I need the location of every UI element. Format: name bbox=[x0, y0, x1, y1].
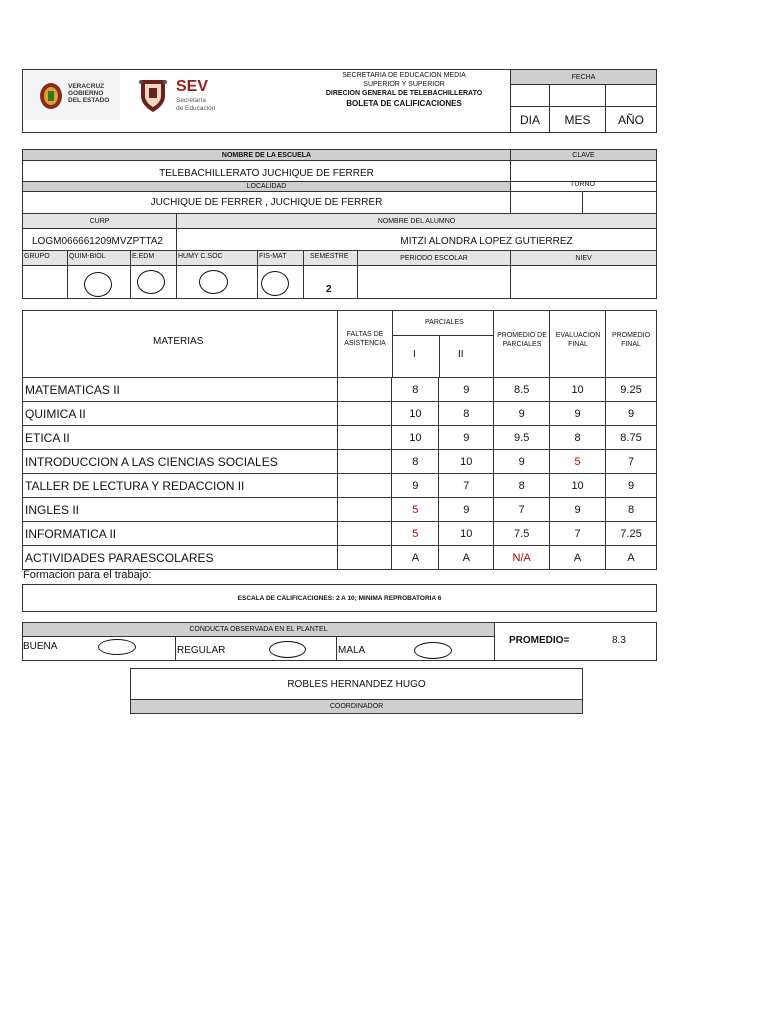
quim-biol-label: QUIM-BIOL bbox=[67, 250, 131, 266]
periodo-field[interactable] bbox=[357, 265, 511, 299]
turno-line bbox=[510, 191, 657, 192]
conducta-regular-label: REGULAR bbox=[177, 645, 226, 656]
grade-row bbox=[23, 546, 657, 570]
turno-divider bbox=[582, 192, 583, 214]
grade-row bbox=[23, 474, 657, 498]
grade-p1: 9 bbox=[392, 474, 439, 498]
grade-p2: 9 bbox=[439, 498, 494, 522]
parciales-divider bbox=[392, 335, 494, 336]
grade-final: 7 bbox=[606, 450, 657, 474]
nombre-alumno-value: MITZI ALONDRA LOPEZ GUTIERREZ bbox=[176, 228, 657, 251]
grade-p2: 9 bbox=[439, 378, 494, 402]
grade-eval: 10 bbox=[550, 474, 606, 498]
fecha-dia-label: DIA bbox=[510, 106, 550, 133]
escala-box bbox=[22, 584, 657, 612]
grade-p1: 8 bbox=[392, 450, 439, 474]
conducta-buena-option[interactable] bbox=[98, 639, 136, 655]
escala-text: ESCALA DE CALIFICACIONES: 2 A 10; MINIMA REPROBATORIA 6 bbox=[237, 594, 442, 602]
grade-prom: 7.5 bbox=[494, 522, 550, 546]
grades-body bbox=[23, 378, 657, 570]
grades-table bbox=[22, 377, 657, 570]
grade-p2: 10 bbox=[439, 450, 494, 474]
grade-eval: 5 bbox=[550, 450, 606, 474]
grade-final: 9.25 bbox=[606, 378, 657, 402]
grade-faltas[interactable] bbox=[337, 426, 392, 450]
veracruz-logo-text: VERACRUZ GOBIERNO DEL ESTADO bbox=[68, 83, 110, 104]
parcial-2-label: II bbox=[458, 349, 464, 360]
fis-mat-label: FIS-MAT bbox=[257, 250, 304, 266]
veracruz-logo bbox=[24, 70, 120, 120]
grade-eval: 10 bbox=[550, 378, 606, 402]
veracruz-shield-icon bbox=[38, 82, 64, 110]
localidad-value: JUCHIQUE DE FERRER , JUCHIQUE DE FERRER bbox=[22, 191, 511, 214]
grade-materia: INGLES II bbox=[23, 498, 338, 522]
promedio-value: 8.3 bbox=[612, 635, 626, 646]
grade-p2: 8 bbox=[439, 402, 494, 426]
materias-label: MATERIAS bbox=[153, 336, 204, 347]
hum-soc-option[interactable] bbox=[199, 270, 228, 294]
fecha-anio-field[interactable] bbox=[605, 84, 657, 107]
nombre-escuela-value: TELEBACHILLERATO JUCHIQUE DE FERRER bbox=[22, 160, 511, 182]
grade-materia: INFORMATICA II bbox=[23, 522, 338, 546]
quim-biol-option[interactable] bbox=[84, 272, 112, 297]
conducta-label: CONDUCTA OBSERVADA EN EL PLANTEL bbox=[23, 623, 494, 637]
grade-final: 8.75 bbox=[606, 426, 657, 450]
conducta-buena-label: BUENA bbox=[23, 641, 58, 652]
grade-faltas[interactable] bbox=[337, 522, 392, 546]
grade-faltas[interactable] bbox=[337, 402, 392, 426]
grade-prom: 9.5 bbox=[494, 426, 550, 450]
grade-p2: 9 bbox=[439, 426, 494, 450]
parciales-col-divider bbox=[439, 335, 440, 378]
niev-field[interactable] bbox=[510, 265, 657, 299]
grade-materia: ACTIVIDADES PARAESCOLARES bbox=[23, 546, 338, 570]
nombre-alumno-label: NOMBRE DEL ALUMNO bbox=[176, 213, 657, 229]
parciales-label: PARCIALES bbox=[425, 319, 464, 326]
conducta-mala-label: MALA bbox=[338, 645, 366, 656]
fecha-label: FECHA bbox=[510, 69, 657, 85]
sev-logo-title: SEV bbox=[176, 78, 209, 95]
grade-eval: 9 bbox=[550, 498, 606, 522]
conducta-divider-2 bbox=[336, 637, 337, 661]
grade-faltas[interactable] bbox=[337, 546, 392, 570]
eedm-option[interactable] bbox=[137, 270, 165, 294]
grade-prom: 8 bbox=[494, 474, 550, 498]
grade-final: 8 bbox=[606, 498, 657, 522]
grade-final: 7.25 bbox=[606, 522, 657, 546]
grade-eval: 8 bbox=[550, 426, 606, 450]
grade-row bbox=[23, 378, 657, 402]
localidad-label: LOCALIDAD bbox=[22, 181, 511, 192]
grade-p2: A bbox=[439, 546, 494, 570]
hum-soc-label: HUMY C.SOC bbox=[176, 250, 258, 266]
semestre-label: SEMESTRE bbox=[303, 250, 358, 266]
sev-logo bbox=[134, 72, 224, 120]
grade-prom: N/A bbox=[494, 546, 550, 570]
coordinator-name: ROBLES HERNANDEZ HUGO bbox=[130, 668, 583, 700]
grade-prom: 9 bbox=[494, 402, 550, 426]
grupo-label: GRUPO bbox=[22, 250, 68, 266]
grade-row bbox=[23, 402, 657, 426]
periodo-label: PERIODO ESCOLAR bbox=[357, 250, 511, 266]
grade-p2: 7 bbox=[439, 474, 494, 498]
header-line-3: DIRECION GENERAL DE TELEBACHILLERATO bbox=[325, 90, 483, 97]
fis-mat-option[interactable] bbox=[261, 271, 289, 296]
evaluacion-final-label: EVALUACION FINAL bbox=[555, 332, 601, 348]
fecha-mes-label: MES bbox=[549, 106, 606, 133]
clave-label: CLAVE bbox=[510, 149, 657, 161]
grade-final: A bbox=[606, 546, 657, 570]
header-title: BOLETA DE CALIFICACIONES bbox=[346, 99, 462, 108]
header-line-2: SUPERIOR Y SUPERIOR bbox=[363, 81, 445, 88]
coordinator-role: COORDINADOR bbox=[130, 699, 583, 714]
semestre-value: 2 bbox=[326, 284, 332, 295]
grade-materia: MATEMATICAS II bbox=[23, 378, 338, 402]
grade-eval: A bbox=[550, 546, 606, 570]
grade-p1: 5 bbox=[392, 498, 439, 522]
grade-prom: 8.5 bbox=[494, 378, 550, 402]
grade-prom: 9 bbox=[494, 450, 550, 474]
header-line-1: SECRETARIA DE EDUCACION MEDIA bbox=[342, 72, 466, 79]
conducta-divider-1 bbox=[175, 637, 176, 661]
grade-materia: INTRODUCCION A LAS CIENCIAS SOCIALES bbox=[23, 450, 338, 474]
grade-materia: QUIMICA II bbox=[23, 402, 338, 426]
grade-materia: TALLER DE LECTURA Y REDACCION II bbox=[23, 474, 338, 498]
grade-faltas[interactable] bbox=[337, 378, 392, 402]
grade-final: 9 bbox=[606, 402, 657, 426]
grade-faltas[interactable] bbox=[337, 474, 392, 498]
grade-row bbox=[23, 450, 657, 474]
sev-logo-subtitle: Secretaría de Educación bbox=[176, 97, 216, 112]
fecha-dia-field[interactable] bbox=[510, 84, 550, 107]
promedio-label: PROMEDIO= bbox=[509, 635, 570, 646]
sev-shield-icon bbox=[136, 76, 170, 114]
conducta-regular-option[interactable] bbox=[269, 641, 306, 658]
fecha-mes-field[interactable] bbox=[549, 84, 606, 107]
faltas-label: FALTAS DE ASISTENCIA bbox=[344, 331, 386, 347]
grade-p2: 10 bbox=[439, 522, 494, 546]
nombre-escuela-label: NOMBRE DE LA ESCUELA bbox=[22, 149, 511, 161]
grade-prom: 7 bbox=[494, 498, 550, 522]
parcial-1-label: I bbox=[413, 349, 416, 360]
formacion-label: Formacion para el trabajo: bbox=[23, 569, 152, 581]
grade-p1: 8 bbox=[392, 378, 439, 402]
promedio-parciales-label: PROMEDIO DE PARCIALES bbox=[497, 332, 547, 348]
fecha-anio-label: AÑO bbox=[605, 106, 657, 133]
conducta-mala-option[interactable] bbox=[414, 642, 452, 659]
grade-eval: 7 bbox=[550, 522, 606, 546]
promedio-final-label: PROMEDIO FINAL bbox=[611, 332, 651, 348]
grade-eval: 9 bbox=[550, 402, 606, 426]
curp-label: CURP bbox=[22, 213, 177, 229]
grade-p1: 10 bbox=[392, 426, 439, 450]
grade-p1: A bbox=[392, 546, 439, 570]
grade-p1: 10 bbox=[392, 402, 439, 426]
eedm-label: E.EDM bbox=[130, 250, 177, 266]
clave-field[interactable] bbox=[510, 160, 657, 182]
grade-row bbox=[23, 522, 657, 546]
grade-p1: 5 bbox=[392, 522, 439, 546]
turno-label: TURNO bbox=[570, 181, 595, 188]
niev-label: NIEV bbox=[510, 250, 657, 266]
grade-faltas[interactable] bbox=[337, 450, 392, 474]
grade-final: 9 bbox=[606, 474, 657, 498]
grupo-field[interactable] bbox=[22, 265, 68, 299]
grade-faltas[interactable] bbox=[337, 498, 392, 522]
grade-row bbox=[23, 498, 657, 522]
grade-materia: ETICA II bbox=[23, 426, 338, 450]
grade-row bbox=[23, 426, 657, 450]
curp-value: LOGM066661209MVZPTTA2 bbox=[22, 228, 177, 251]
